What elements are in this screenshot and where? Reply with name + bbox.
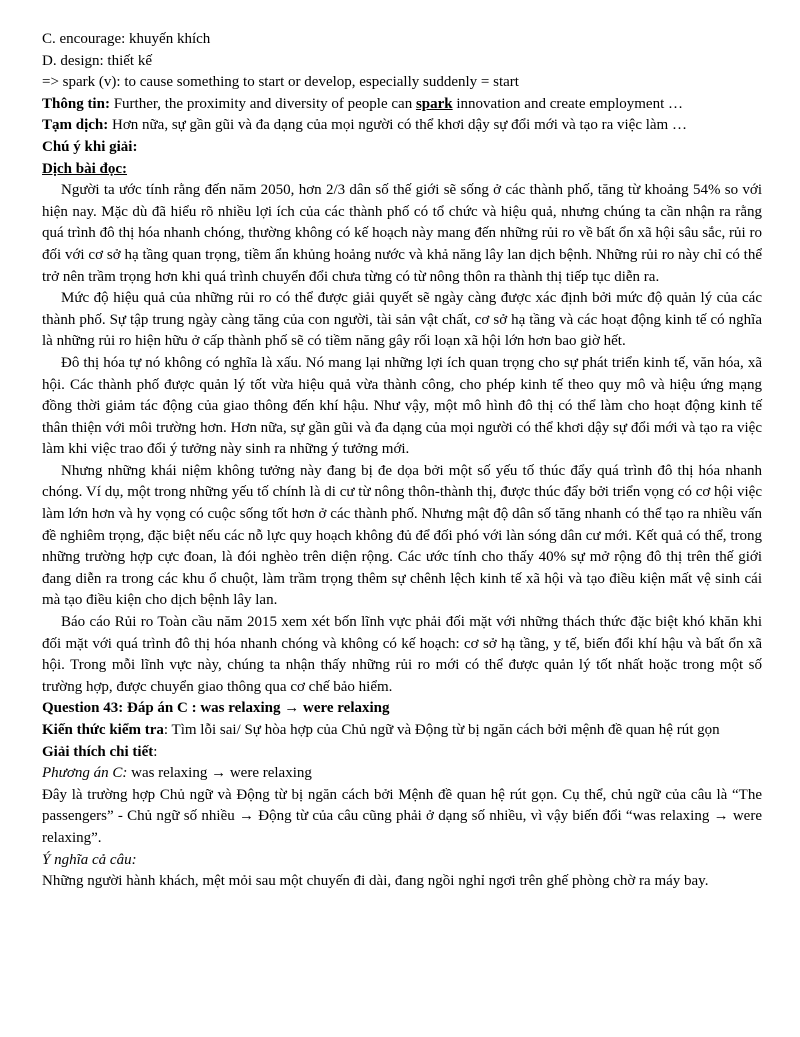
temp-translation-text: Hơn nữa, sự gần gũi và đa dạng của mọi người có thể khơi dậy sự đổi mới và tạo ra việc làm …: [108, 117, 687, 134]
info-before: Further, the proximity and diversity of people can: [109, 95, 416, 112]
meaning-label: Ý nghĩa cả câu:: [42, 851, 137, 868]
info-label: Thông tin:: [42, 95, 110, 112]
note-heading: Chú ý khi giải:: [42, 138, 138, 155]
translation-paragraph-5: Báo cáo Rủi ro Toàn cầu năm 2015 xem xét bốn lĩnh vực phải đối mặt với những thách thức đặc biệt khó khăn khi đối mặt với quá trình đô thị hóa nhanh chóng và không có kế hoạch: cơ sở hạ tầng, y tế, biến đổi khí hậu và bất ổn xã hội. Trong mỗi lĩnh vực này, chúng ta nhận thấy những rủi ro mới có thể được quản lý tốt nhất hoặc trong một số trường hợp, được chuyển giao thông qua cơ chế bảo hiểm.: [42, 614, 762, 695]
meaning-text: Những người hành khách, mệt mỏi sau một chuyến đi dài, đang ngồi nghỉ ngơi trên ghế phòng chờ ra máy bay.: [42, 873, 709, 890]
translation-paragraph-3: Đô thị hóa tự nó không có nghĩa là xấu. Nó mang lại những lợi ích quan trọng cho sự phát triển kinh tế, văn hóa, xã hội. Các thành phố được quản lý tốt vừa hiệu quả vừa thành công, cho phép kinh tế theo quy mô và hiệu ứng mạng đồng thời giảm tác động của giao thông đến khí hậu. Như vậy, một mô hình đô thị có thể làm cho hoạt động kinh tế thân thiện với môi trường hơn. Hơn nữa, sự gần gũi và đa dạng của mọi người có thể khơi dậy sự đổi mới và tạo ra việc làm khi việc trao đổi ý tưởng này sinh ra những ý tưởng mới.: [42, 354, 762, 458]
temp-translation-line: [42, 115, 762, 137]
option-d: D. design: thiết kế: [42, 52, 152, 69]
check-line: [42, 720, 762, 742]
explain-heading: [42, 742, 762, 764]
translation-paragraph-1: Người ta ước tính rằng đến năm 2050, hơn 2/3 dân số thế giới sẽ sống ở các thành phố, tăng từ khoảng 54% so với hiện nay. Mặc dù đã hiểu rõ nhiều lợi ích của các thành phố có tổ chức và hiệu quả, nhưng chúng ta cần nhận ra rằng quá trình đô thị hóa nhanh chóng, thường không có kế hoạch này mang đến những rủi ro về bất ổn xã hội sâu sắc, rủi ro đối với cơ sở hạ tầng quan trọng, tiềm ẩn khủng hoảng nước và khả năng lây lan dịch bệnh. Những rủi ro này chỉ có thể trở nên trầm trọng hơn khi quá trình chuyển đổi chưa từng có từ nông thôn ra thành thị tiếp tục diễn ra.: [42, 182, 762, 285]
explain-label: Giải thích chi tiết: [42, 743, 154, 760]
definition-line: => spark (v): to cause something to start or develop, especially suddenly = start: [42, 74, 519, 91]
translation-heading: Dịch bài đọc:: [42, 160, 128, 177]
option-line: [42, 763, 762, 785]
info-keyword: spark: [415, 95, 453, 112]
check-text: : Tìm lỗi sai/ Sự hòa hợp của Chủ ngữ và Động từ bị ngăn cách bởi mệnh đề quan hệ rút gọn: [163, 722, 720, 738]
info-line: [42, 94, 762, 116]
info-after: innovation and create employment …: [452, 95, 683, 112]
question-title: Question 43: Đáp án C : was relaxing → were relaxing: [42, 700, 390, 717]
explanation-text: Đây là trường hợp Chủ ngữ và Động từ bị ngăn cách bởi Mệnh đề quan hệ rút gọn. Cụ thể, chủ ngữ của câu là “The passengers” - Chủ ngữ số nhiều → Động từ của câu cũng phải ở dạng số nhiều, vì vậy biến đổi “was relaxing → were relaxing”.: [42, 786, 762, 846]
check-label: Kiến thức kiểm tra: [42, 722, 164, 738]
temp-translation-label: Tạm dịch:: [42, 117, 109, 134]
translation-paragraph-2: Mức độ hiệu quả của những rủi ro có thể được giải quyết sẽ ngày càng được xác định bởi mức độ quản lý của các thành phố. Sự tập trung ngày càng tăng của con người, tài sản vật chất, cơ sở hạ tầng và các hoạt động kinh tế có nghĩa là những rủi ro hiện hữu ở cấp thành phố sẽ có tiềm năng gây rối loạn xã hội lớn hơn bao giờ hết.: [42, 290, 762, 350]
option-text: was relaxing → were relaxing: [127, 765, 312, 782]
translation-paragraph-4: Nhưng những khái niệm không tưởng này đang bị đe dọa bởi một số yếu tố thúc đẩy quá trình đô thị hóa nhanh chóng. Ví dụ, một trong những yếu tố chính là di cư từ nông thôn-thành thị, được thúc đẩy bởi triển vọng có cơ hội việc làm lớn hơn và hy vọng có cuộc sống tốt hơn ở các thành phố. Nhưng mật độ dân số tăng nhanh có thể tạo ra nhiều vấn đề nghiêm trọng, đặc biệt nếu các nỗ lực quy hoạch không đủ để đối phó với làn sóng dân cư mới. Kết quả có thể, trong những trường hợp cực đoan, là đói nghèo trên diện rộng. Các ước tính cho thấy 40% sự mở rộng đô thị trên thế giới đang diễn ra trong các khu ổ chuột, làm trầm trọng thêm sự chênh lệch kinh tế xã hội và tạo điều kiện mất vệ sinh cái mà tạo điều kiện cho dịch bệnh lây lan.: [42, 462, 762, 609]
option-c: C. encourage: khuyến khích: [42, 31, 211, 47]
document-page: [42, 29, 762, 893]
option-label: Phương án C:: [42, 765, 128, 782]
explain-colon: :: [153, 743, 158, 760]
